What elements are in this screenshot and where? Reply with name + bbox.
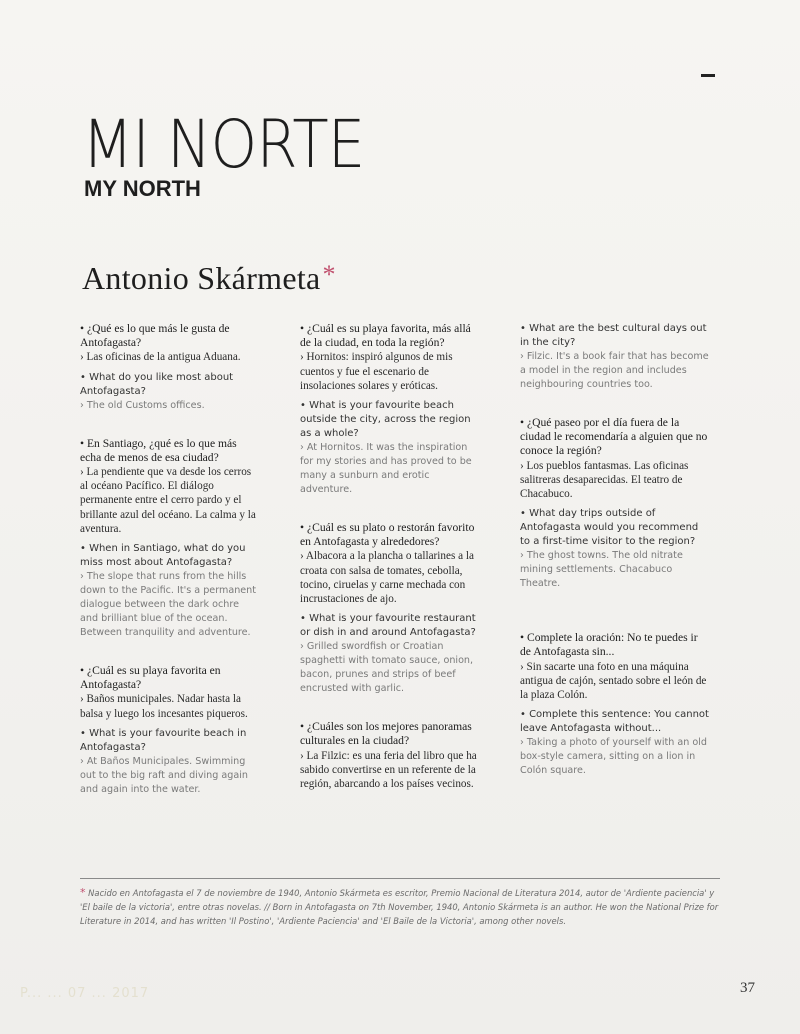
answer-en: › Filzic. It's a book fair that has become a model in the region and includes neighbouring countries too. [520, 351, 709, 390]
question-en: • When in Santiago, what do you miss most about Antofagasta? [80, 543, 246, 569]
question-es: • ¿Cuál es su playa favorita, más allá de la ciudad, en toda la región? [300, 322, 471, 350]
corner-dash [701, 74, 715, 77]
question-en: • What day trips outside of Antofagasta would you recommend to a first-time visitor to the region? [520, 508, 699, 548]
page-title: MI NORTE [82, 106, 365, 183]
question-en: • What is your favourite beach in Antofagasta? [80, 727, 247, 753]
answer-en: › Grilled swordfish or Croatian spaghetti with tomato sauce, onion, bacon, prunes and strips of beef encrusted with garlic. [300, 641, 474, 695]
qa-block [300, 720, 480, 791]
answer-es: › Baños municipales. Nadar hasta la balsa y luego los incesantes piqueros. [80, 693, 248, 720]
question-es: • ¿Cuál es su playa favorita en Antofagasta? [80, 664, 221, 692]
author-name-text: Antonio Skármeta [82, 260, 321, 296]
answer-en: › The old Customs offices. [80, 399, 205, 411]
answer-es: › Sin sacarte una foto en una máquina antigua de cajón, sentado sobre el león de la plaza Colón. [520, 660, 707, 702]
author-footnote-mark: * [322, 260, 336, 289]
answer-en: › The ghost towns. The old nitrate mining settlements. Chacabuco Theatre. [520, 550, 683, 590]
qa-block [300, 322, 480, 497]
question-en: • Complete this sentence: You cannot leave Antofagasta without... [520, 709, 709, 735]
footnote-divider [80, 878, 720, 879]
answer-es: › Las oficinas de la antigua Aduana. [80, 351, 241, 364]
author-name [82, 260, 336, 297]
answer-es: › Albacora a la plancha o tallarines a la croata con salsa de tomates, cebolla, tocino, ciruelas y carne mechada con incrustaciones de ajo. [300, 550, 474, 606]
qa-block [520, 631, 710, 778]
question-en: • What are the best cultural days out in the city? [520, 323, 707, 348]
answer-es: › La pendiente que va desde los cerros al océano Pacífico. El diálogo permanente entre el cerro pardo y el brillante azul del océano. La calma y la aventura. [80, 466, 256, 535]
qa-block [520, 322, 710, 392]
qa-block [80, 437, 260, 640]
answer-en: › At Hornitos. It was the inspiration for my stories and has proved to be many a sunburn and erotic adventure. [300, 442, 472, 496]
question-es: • ¿Cuáles son los mejores panoramas culturales en la ciudad? [300, 720, 472, 748]
qa-block [300, 521, 480, 696]
question-es: • Complete la oración: No te puedes ir de Antofagasta sin... [520, 631, 698, 659]
page-subtitle: MY NORTH [84, 176, 201, 201]
answer-en: › At Baños Municipales. Swimming out to the big raft and diving again and again into the water. [80, 755, 248, 795]
question-en: • What do you like most about Antofagasta? [80, 371, 234, 397]
question-en: • What is your favourite restaurant or dish in and around Antofagasta? [300, 613, 476, 639]
question-es: • ¿Cuál es su plato o restorán favorito en Antofagasta y alrededores? [300, 521, 475, 549]
author-footnote [80, 886, 720, 928]
question-es: • ¿Qué es lo que más le gusta de Antofagasta? [80, 322, 230, 350]
question-es: • En Santiago, ¿qué es lo que más echa de menos de esa ciudad? [80, 436, 237, 464]
footnote-text: Nacido en Antofagasta el 7 de noviembre de 1940, Antonio Skármeta es escritor, Premio Nacional de Literatura 2014, autor de 'Ardiente paciencia' y 'El baile de la victoria', entre otras novelas. // Born in Antofagasta on 7th November, 1940, Antonio Skármeta is an author. He won the National Prize for Literature in 2014, and has written 'Il Postino', 'Ardiente Paciencia' and 'El Baile de la Victoria', among other novels. [80, 888, 719, 926]
footnote-mark: * [80, 886, 86, 899]
column-2 [300, 322, 480, 799]
answer-es: › Los pueblos fantasmas. Las oficinas salitreras desaparecidas. El teatro de Chacabuco. [520, 459, 689, 501]
column-1 [80, 322, 260, 805]
qa-block [80, 664, 260, 797]
answer-es: › Hornitos: inspiró algunos de mis cuentos y fue el escenario de insolaciones solares y eróticas. [300, 351, 453, 392]
page-number: 37 [740, 980, 755, 996]
answer-en: › Taking a photo of yourself with an old box-style camera, sitting on a lion in Colón square. [520, 737, 708, 777]
question-en: • What is your favourite beach outside the city, across the region as a whole? [300, 400, 471, 440]
question-es: • ¿Qué paseo por el día fuera de la ciudad le recomendaría a alguien que no conoce la región? [520, 416, 708, 458]
column-3 [520, 322, 710, 786]
qa-block [80, 322, 260, 413]
answer-es: › La Filzic: es una feria del libro que ha sabido convertirse en un referente de la región, abarcando a los países vecinos. [300, 749, 477, 791]
answer-en: › The slope that runs from the hills down to the Pacific. It's a permanent dialogue between the dark ochre and brilliant blue of the ocean. Between tranquility and adventure. [80, 571, 257, 639]
faint-bleed-text: P... ... 07 ... 2017 [20, 986, 150, 1001]
qa-block [520, 416, 710, 591]
